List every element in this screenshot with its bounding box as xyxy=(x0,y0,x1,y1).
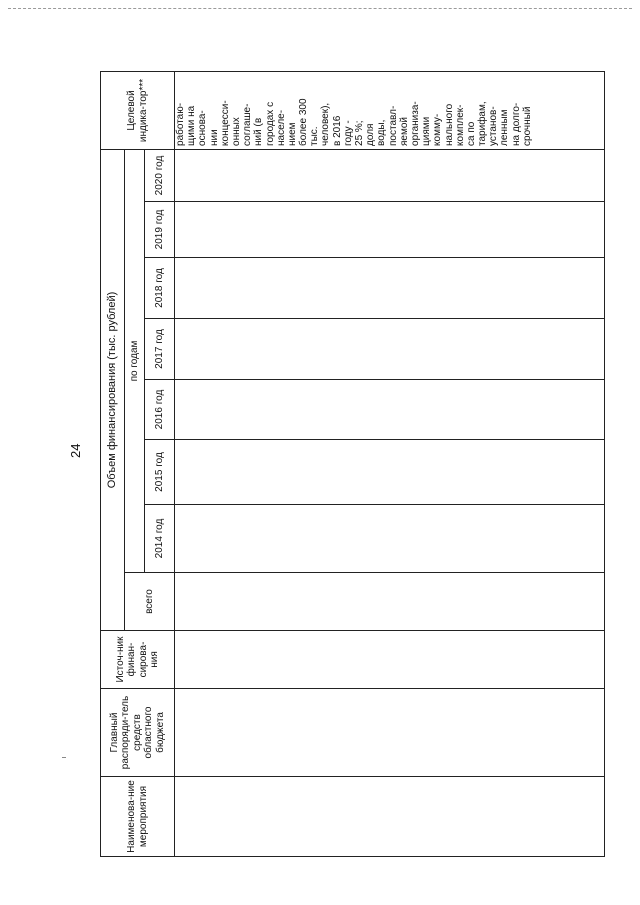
indicator-line: населе- xyxy=(275,109,287,146)
page-number: 24 xyxy=(68,443,83,458)
header-year-2019: 2019 год xyxy=(145,202,175,258)
cell-name xyxy=(175,777,605,857)
indicator-line: нием xyxy=(286,122,298,146)
cell-2017 xyxy=(175,319,605,380)
header-year-2014: 2014 год xyxy=(145,505,175,573)
scan-speck xyxy=(62,757,66,758)
header-year-2016: 2016 год xyxy=(145,380,175,440)
indicator-line: доля xyxy=(365,123,377,146)
indicator-line: работаю- xyxy=(175,102,186,146)
indicator-line: концесси- xyxy=(219,100,231,146)
indicator-line: комму- xyxy=(432,113,444,146)
indicator-line: са по xyxy=(465,121,477,146)
indicator-line: ленным xyxy=(499,109,511,146)
indicator-line: на долго- xyxy=(510,102,522,146)
header-by-years: по годам xyxy=(125,149,145,572)
header-year-2020: 2020 год xyxy=(145,149,175,201)
indicator-line: организа- xyxy=(409,101,421,146)
header-name: Наименова-ние мероприятия xyxy=(101,777,175,857)
indicator-line: нии xyxy=(208,129,220,146)
top-dashed-rule xyxy=(8,8,632,9)
cell-2018 xyxy=(175,258,605,319)
indicator-line: городах с xyxy=(264,101,276,146)
indicator-line: 25 %; xyxy=(354,120,365,146)
cell-2015 xyxy=(175,440,605,505)
header-distributor: Главный распоряди-тель средств областного бюджета xyxy=(101,689,175,777)
indicator-line: комплек- xyxy=(454,104,466,146)
header-target-indicator: Целевой индика-тор*** xyxy=(101,71,175,149)
indicator-line: основа- xyxy=(197,110,209,146)
indicator-line: году - xyxy=(342,120,354,146)
cell-distributor xyxy=(175,689,605,777)
indicator-line: соглаше- xyxy=(242,103,254,146)
header-source: Источ-ник финан-сирова-ния xyxy=(101,631,175,689)
cell-total xyxy=(175,573,605,631)
financing-table xyxy=(100,71,605,857)
indicator-line: яемой xyxy=(398,116,410,146)
indicator-line: срочный xyxy=(521,106,533,146)
indicator-line: тарифам, xyxy=(477,101,489,146)
table-row xyxy=(175,71,605,856)
indicator-line: в 2016 xyxy=(331,115,343,146)
indicator-line: нального xyxy=(443,103,455,146)
indicator-line: воды, xyxy=(376,119,388,146)
cell-2014 xyxy=(175,505,605,573)
header-total: всего xyxy=(125,573,175,631)
cell-target-indicator xyxy=(175,71,605,149)
header-year-2015: 2015 год xyxy=(145,440,175,505)
header-funding-volume: Объем финансирования (тыс. рублей) xyxy=(101,149,125,630)
header-year-2017: 2017 год xyxy=(145,319,175,380)
cell-2019 xyxy=(175,202,605,258)
header-year-2018: 2018 год xyxy=(145,258,175,319)
rotated-table-container xyxy=(100,72,605,857)
indicator-line: ний (в xyxy=(253,117,265,146)
indicator-line: онных xyxy=(230,117,242,146)
indicator-line: человек), xyxy=(320,102,332,146)
cell-source xyxy=(175,631,605,689)
indicator-line: поставл- xyxy=(387,105,399,146)
indicator-line: циями xyxy=(421,116,433,146)
cell-2016 xyxy=(175,380,605,440)
cell-2020 xyxy=(175,149,605,201)
indicator-line: более 300 xyxy=(298,98,310,146)
indicator-line: тыс. xyxy=(309,126,321,146)
indicator-line: установ- xyxy=(488,106,500,146)
indicator-line: щими на xyxy=(186,105,198,146)
